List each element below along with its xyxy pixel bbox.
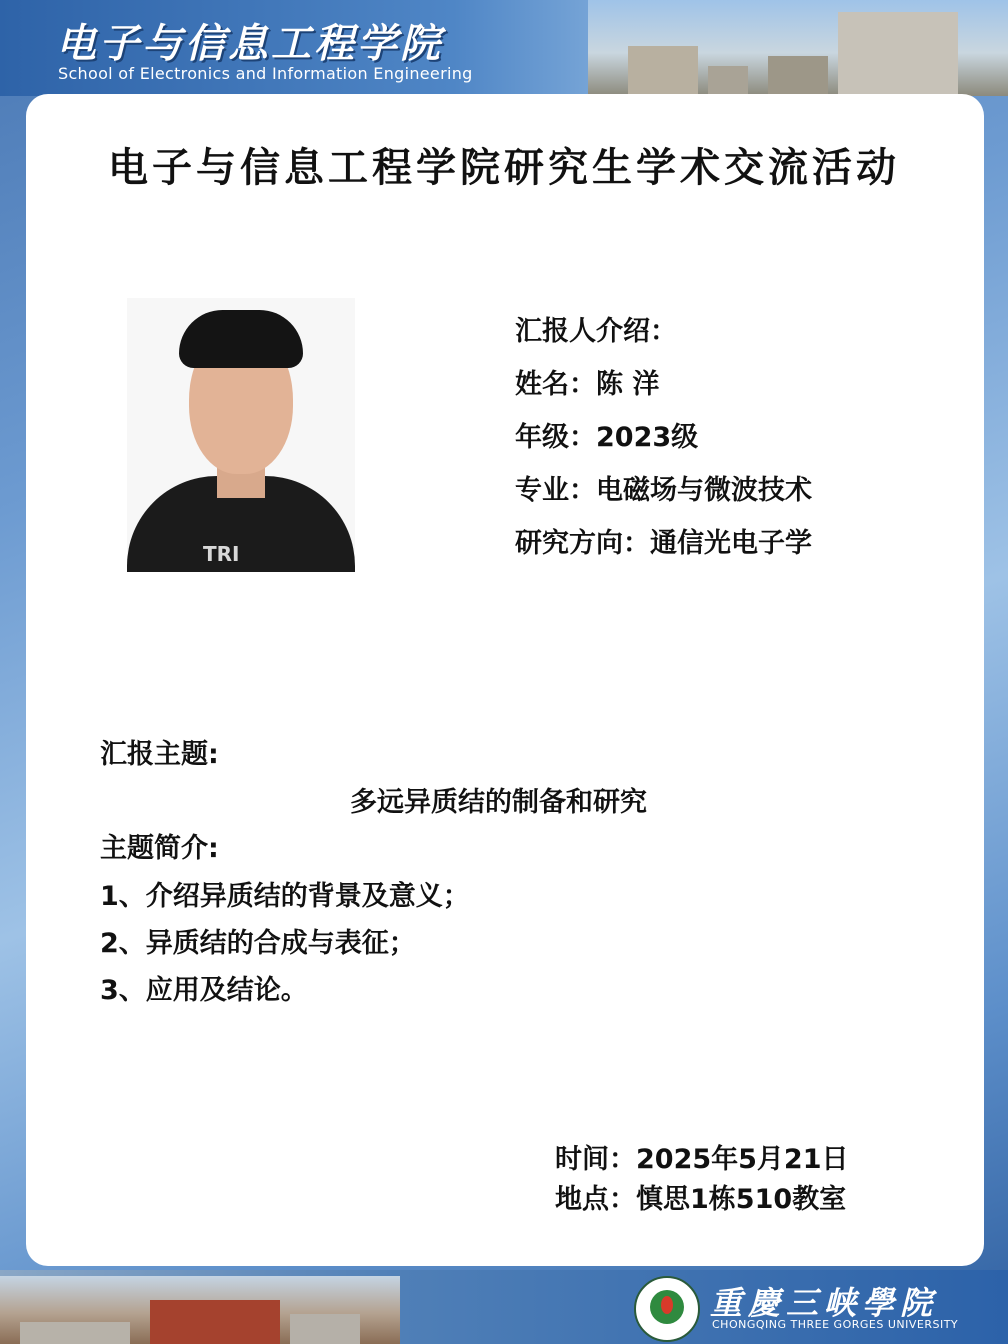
photo-hair — [179, 310, 303, 368]
intro-item: 1、介绍异质结的背景及意义； — [100, 881, 470, 912]
content-card — [26, 94, 984, 1266]
event-title: 电子与信息工程学院研究生学术交流活动 — [108, 144, 900, 191]
intro-label: 主题简介: — [100, 833, 219, 864]
intro-item: 3、应用及结论。 — [100, 975, 308, 1006]
schedule — [555, 1140, 849, 1220]
event-time: 时间：2025年5月21日 — [555, 1144, 849, 1175]
header-banner — [0, 0, 1008, 96]
university-name-en: CHONGQING THREE GORGES UNIVERSITY — [712, 1318, 959, 1331]
presenter-photo — [127, 298, 355, 572]
campus-photo-top — [588, 0, 1008, 96]
presenter-major: 专业：电磁场与微波技术 — [515, 475, 812, 506]
university-name-cn: 重慶三峡學院 — [710, 1284, 939, 1322]
photo-shirt-print: TRI — [203, 542, 240, 566]
intro-item: 2、异质结的合成与表征； — [100, 928, 416, 959]
presenter-research: 研究方向：通信光电子学 — [515, 528, 812, 559]
university-logo-icon — [634, 1276, 700, 1342]
campus-photo-bottom — [0, 1276, 400, 1344]
topic-title: 多远异质结的制备和研究 — [350, 787, 647, 818]
event-location: 地点：慎思1栋510教室 — [555, 1184, 847, 1215]
topic-label: 汇报主题: — [100, 739, 219, 770]
presenter-intro-heading: 汇报人介绍： — [515, 316, 677, 347]
presenter-grade: 年级：2023级 — [515, 422, 699, 453]
school-name-cn: 电子与信息工程学院 — [56, 20, 443, 67]
presenter-name: 姓名：陈 洋 — [515, 369, 660, 400]
school-name-en: School of Electronics and Information Engineering — [58, 64, 473, 83]
presenter-info — [515, 312, 812, 577]
